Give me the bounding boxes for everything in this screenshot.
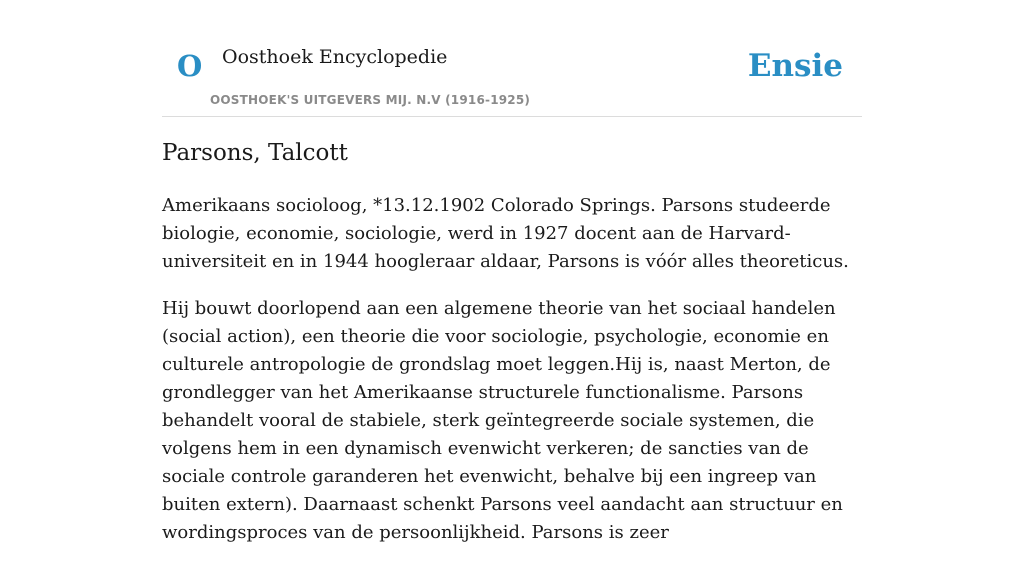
book-title-link[interactable]: Oosthoek Encyclopedie [222,46,448,68]
book-logo-link[interactable]: O [177,49,203,83]
entry-content [162,192,862,566]
entry-title: Parsons, Talcott [162,140,348,166]
entry-paragraph-2: Hij bouwt doorlopend aan een algemene theorie van het sociaal handelen (social action), een theorie die voor sociologie, psychologie, economie en culturele antropologie de grondslag moet leggen.Hij is, naast Merton, de grondlegger van het Amerikaanse structurele functionalisme. Parsons behandelt vooral de stabiele, sterk geïntegreerde sociale systemen, die volgens hem in een dynamisch evenwicht verkeren; de sancties van de sociale controle garanderen het evenwicht, behalve bij een ingreep van buiten extern). Daarnaast schenkt Parsons veel aandacht aan structuur en wordingsproces van de persoonlijkheid. Parsons is zeer [162,298,843,543]
site-header [162,40,862,117]
publisher-subtitle: OOSTHOEK'S UITGEVERS MIJ. N.V (1916-1925) [210,93,531,107]
ensie-brand-link[interactable]: Ensie [747,48,843,84]
entry-paragraph-1: Amerikaans socioloog, *13.12.1902 Colorado Springs. Parsons studeerde biologie, economie, sociologie, werd in 1927 docent aan de Harvard-universiteit en in 1944 hoogleraar aldaar, Parsons is vóór alles theoreticus. [162,195,849,272]
